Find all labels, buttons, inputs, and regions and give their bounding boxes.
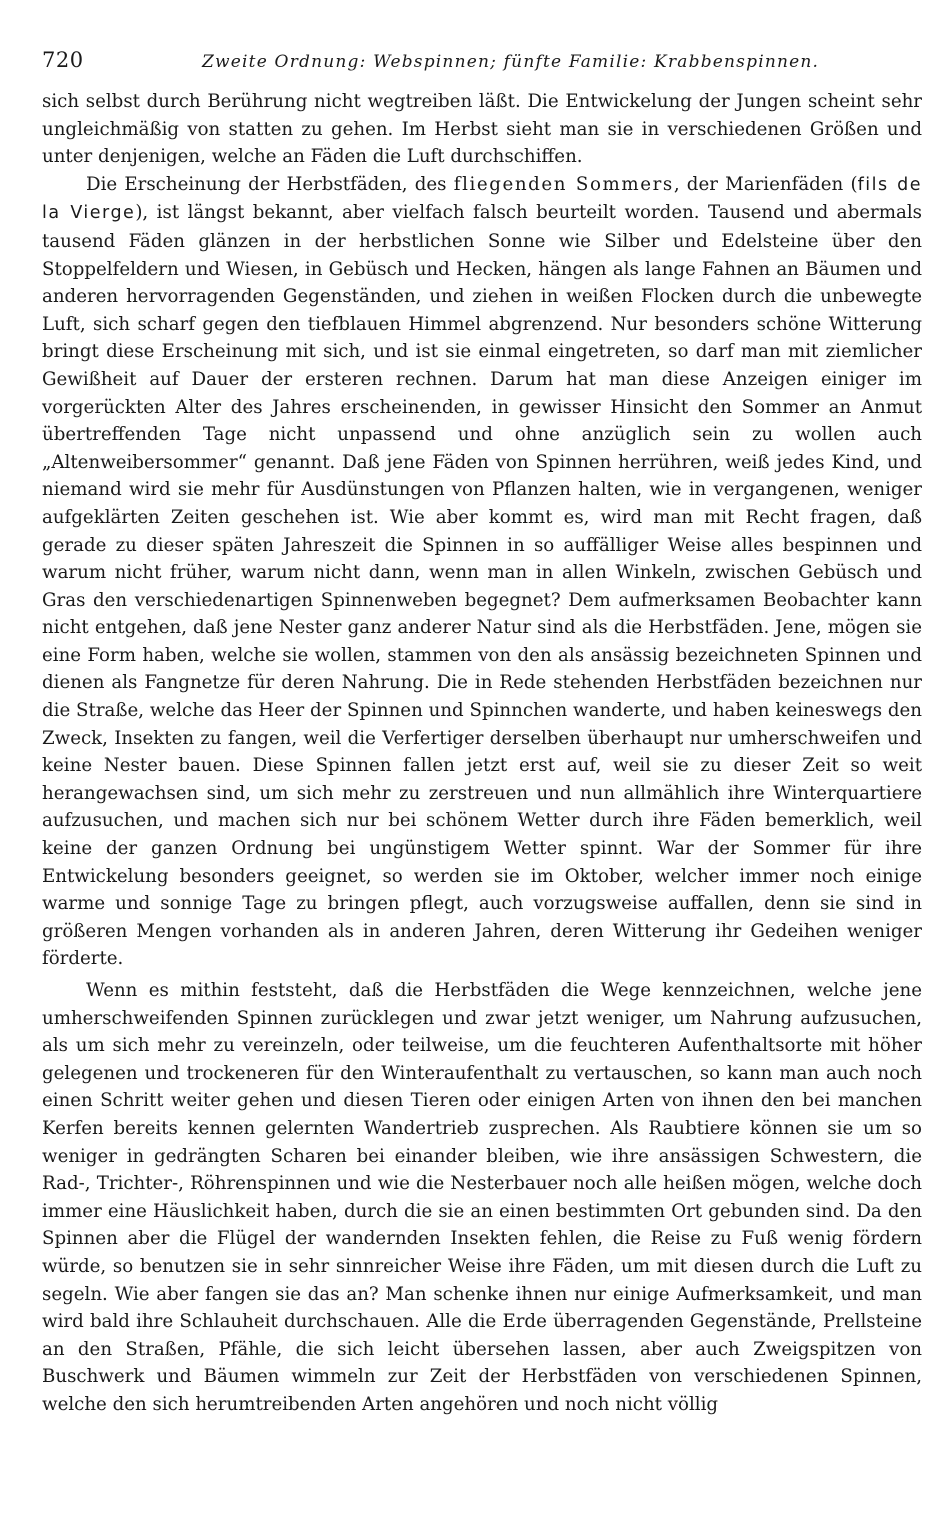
paragraph-text: sich selbst durch Berührung nicht wegtreiben läßt. Die Entwickelung der Jungen scheint sehr ungleichmäßig von statten zu gehen. Im Herbst sieht man sie in verschiedenen Größen und unter denjenigen, welche an Fäden die Luft durchschiffen. bbox=[42, 91, 922, 168]
page-number: 720 bbox=[42, 48, 84, 72]
book-page bbox=[42, 48, 922, 1419]
paragraph-text: Die Erscheinung der Herbstfäden, des bbox=[86, 173, 454, 195]
paragraph-text: ), ist längst bekannt, aber vielfach falsch beurteilt worden. Tausend und abermals tausend Fäden glänzen in der herbstlichen Sonne wie Silber und Edelsteine über den Stoppelfeldern und Wiesen, in Gebüsch und Hecken, hängen als lange Fahnen an Bäumen und anderen hervorragenden Gegenständen, und ziehen in weißen Flocken durch die unbewegte Luft, sich scharf gegen den tiefblauen Himmel abgrenzend. Nur besonders schöne Witterung bringt diese Erscheinung mit sich, und ist sie einmal eingetreten, so darf man mit ziemlicher Gewißheit auf Dauer der ersteren rechnen. Darum hat man diese Anzeigen einiger im vorgerückten Alter des Jahres erscheinenden, in gewisser Hinsicht den Sommer an Anmut übertreffenden Tage nicht unpassend und ohne anzüglich sein zu wollen auch „Altenweibersommer“ genannt. Daß jene Fäden von Spinnen herrühren, weiß jedes Kind, und niemand wird sie mehr für Ausdünstungen von Pflanzen halten, wie in vergangenen, weniger aufgeklärten Zeiten geschehen ist. Wie aber kommt es, wird man mit Recht fragen, daß gerade zu dieser späten Jahreszeit die Spinnen in so auffälliger Weise alles bespinnen und warum nicht früher, warum nicht dann, wenn man in allen Winkeln, zwischen Gebüsch und Gras den verschiedenartigen Spinnenweben begegnet? Dem aufmerksamen Beobachter kann nicht entgehen, daß jene Nester ganz anderer Natur sind als die Herbstfäden. Jene, mögen sie eine Form haben, welche sie wollen, stammen von den als ansässig bezeichneten Spinnen und dienen als Fangnetze für deren Nahrung. Die in Rede stehenden Herbstfäden bezeichnen nur die Straße, welche das Heer der Spinnen und Spinnchen wanderte, und haben keineswegs den Zweck, Insekten zu fangen, weil die Verfertiger derselben überhaupt nur umherschweifen und keine Nester bauen. Diese Spinnen fallen jetzt erst auf, weil sie zu dieser Zeit so weit herangewachsen sind, um sich mehr zu zerstreuen und nun allmählich ihre Winterquartiere aufzusuchen, und machen sich nur bei schönem Wetter durch ihre Fäden bemerklich, weil keine der ganzen Ordnung bei ungünstigem Wetter spinnt. War der Sommer für ihre Entwickelung besonders geeignet, so werden sie im Oktober, welcher immer noch einige warme und sonnige Tage zu bringen pflegt, auch vorzugsweise auffallen, denn sie sind in größeren Mengen vorhanden als in anderen Jahren, deren Witterung ihr Gedeihen weniger förderte. bbox=[42, 202, 922, 970]
paragraph-wandertrieb bbox=[42, 977, 922, 1419]
paragraph-text: Wenn es mithin feststeht, daß die Herbstfäden die Wege kennzeichnen, welche jene umherschweifenden Spinnen zurücklegen und zwar jetzt weniger, um Nahrung aufzusuchen, als um sich mehr zu vereinzeln, oder teilweise, um die feuchteren Aufenthaltsorte mit höher gelegenen und trockeneren für den Winteraufenthalt zu vertauschen, so kann man auch noch einen Schritt weiter gehen und diesen Tieren oder einigen Arten von ihnen den bei manchen Kerfen bereits kennen gelernten Wandertrieb zusprechen. Als Raubtiere können sie um so weniger in gedrängten Scharen bei einander bleiben, wie ihre ansässigen Schwestern, die Rad-, Trichter-, Röhrenspinnen und wie die Nesterbauer noch alle heißen mögen, welche doch immer eine Häuslichkeit haben, durch die sie an einen bestimmten Ort gebunden sind. Da den Spinnen aber die Flügel der wandernden Insekten fehlen, die Reise zu Fuß wenig fördern würde, so benutzen sie in sehr sinnreicher Weise ihre Fäden, um mit diesen durch die Luft zu segeln. Wie aber fangen sie das an? Man schenke ihnen nur einige Aufmerksamkeit, und man wird bald ihre Schlauheit durchschauen. Alle die Erde überragenden Gegenstände, Prellsteine an den Straßen, Pfähle, die sich leicht übersehen lassen, aber auch Zweigspitzen von Buschwerk und Bäumen wimmeln zur Zeit der Herbstfäden von verschiedenen Spinnen, welche den sich herumtreibenden Arten angehören und noch nicht völlig bbox=[42, 980, 922, 1415]
paragraph-herbstfaeden bbox=[42, 171, 922, 973]
latin-term: fils de la Vierge bbox=[42, 174, 922, 224]
emphasis-fliegender-sommer: fliegenden Sommers bbox=[453, 173, 674, 195]
paragraph-continuation bbox=[42, 88, 922, 171]
page-header bbox=[42, 48, 922, 80]
paragraph-text: , der Marienfäden ( bbox=[673, 173, 858, 195]
running-head: Zweite Ordnung: Webspinnen; fünfte Familie: Krabbenspinnen. bbox=[202, 52, 820, 72]
body-text bbox=[42, 88, 922, 1419]
